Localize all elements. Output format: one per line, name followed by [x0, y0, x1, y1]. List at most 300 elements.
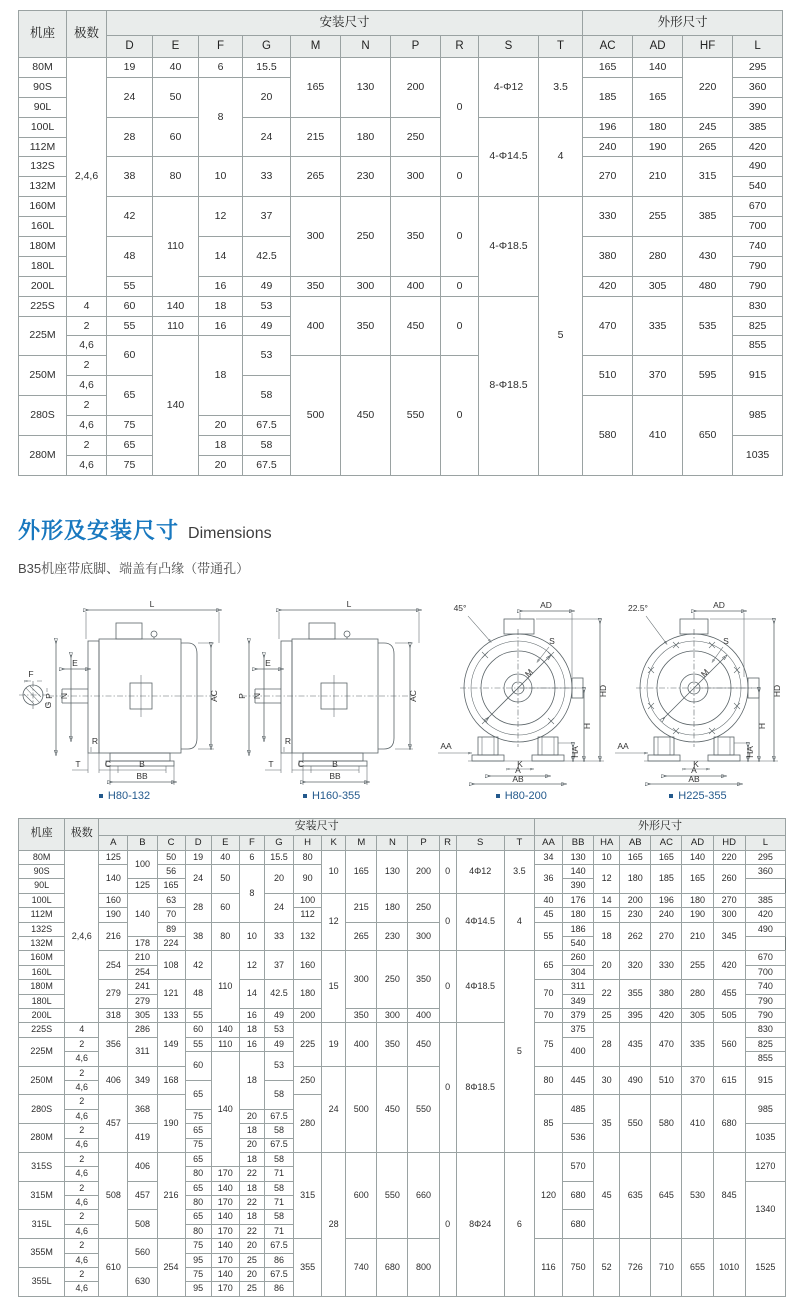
- table-cell: 58: [264, 1080, 293, 1109]
- table-cell: 680: [713, 1095, 745, 1153]
- table-cell: 65: [107, 376, 153, 416]
- table-cell: 33: [264, 922, 293, 951]
- table-cell: 149: [157, 1023, 185, 1066]
- table-cell: 2: [65, 1066, 99, 1080]
- table-cell: 5: [504, 951, 534, 1152]
- table-cell: 75: [107, 455, 153, 475]
- header-cell: 极数: [67, 11, 107, 58]
- table-cell: 70: [157, 908, 185, 922]
- dim-label-BB: BB: [328, 770, 341, 781]
- table-cell: 915: [733, 356, 783, 396]
- header-cell: A: [99, 835, 128, 850]
- table-cell: 125: [128, 879, 157, 893]
- table-cell: 280: [294, 1095, 322, 1153]
- table-cell: 300: [713, 908, 745, 922]
- table-cell: 8: [239, 865, 264, 923]
- header-cell: R: [441, 36, 479, 58]
- table-cell: 55: [107, 276, 153, 296]
- table-cell: 400: [291, 296, 341, 356]
- table-cell: 410: [682, 1095, 713, 1153]
- table-cell: 132M: [19, 177, 67, 197]
- caption-text: H80-132: [107, 789, 151, 802]
- table-cell: 24: [185, 865, 211, 894]
- table-cell: 400: [391, 276, 441, 296]
- dim-label-B: B: [139, 758, 145, 769]
- diagram-side-view-small: [18, 595, 231, 802]
- table-cell: 335: [633, 296, 683, 356]
- table-cell: 90: [294, 865, 322, 894]
- table-cell: 4,6: [67, 376, 107, 396]
- eyebolt: [344, 631, 350, 637]
- table-cell: 140: [153, 296, 199, 316]
- table-cell: 8: [199, 77, 243, 157]
- dim-label-K: K: [517, 758, 524, 769]
- table-cell: 4Φ14.5: [456, 893, 504, 951]
- table-cell: 241: [128, 980, 157, 994]
- table-cell: 680: [563, 1210, 594, 1239]
- header-cell: C: [157, 835, 185, 850]
- dim-label-HD: HD: [598, 684, 609, 697]
- table-cell: 16: [239, 1037, 264, 1051]
- header-cell: P: [408, 835, 439, 850]
- table-cell: 140: [211, 1239, 239, 1253]
- table-cell: 18: [594, 922, 620, 951]
- table-cell: 42.5: [243, 237, 291, 277]
- table-cell: 8-Φ18.5: [479, 296, 539, 475]
- table-cell: 0: [441, 197, 479, 277]
- dim-label-H: H: [582, 722, 593, 729]
- table-cell: 85: [534, 1095, 562, 1153]
- header-cell: AC: [583, 36, 633, 58]
- table-cell: 58: [264, 1210, 293, 1224]
- table-cell: 56: [157, 865, 185, 879]
- table-cell: 160M: [19, 197, 67, 217]
- table-cell: 140: [211, 1210, 239, 1224]
- table-cell: 985: [745, 1095, 785, 1124]
- table-cell: 22: [239, 1224, 264, 1238]
- table-cell: 180: [294, 980, 322, 1009]
- dim-label-L: L: [346, 598, 352, 609]
- header-cell: S: [456, 835, 504, 850]
- table-cell: 15: [322, 951, 346, 1023]
- table-cell: 24: [264, 893, 293, 922]
- table-cell: 4,6: [65, 1080, 99, 1094]
- table-cell: 450: [377, 1066, 408, 1152]
- table-cell: 4,6: [65, 1282, 99, 1296]
- header-cell: 安装尺寸: [107, 11, 583, 36]
- table-cell: 12: [199, 197, 243, 237]
- table-cell: 165: [346, 850, 377, 893]
- table-cell: 305: [633, 276, 683, 296]
- table-cell: 55: [185, 1037, 211, 1051]
- dim-label-A: A: [691, 764, 697, 775]
- table-cell: 225M: [19, 316, 67, 356]
- table-cell: 360: [733, 77, 783, 97]
- dim-label-F: F: [28, 668, 34, 679]
- table-cell: 280M: [19, 435, 67, 475]
- table-cell: 375: [563, 1023, 594, 1037]
- table-cell: 58: [243, 435, 291, 455]
- table-cell: 300: [408, 922, 439, 951]
- table-cell: 4,6: [67, 416, 107, 436]
- table-cell: 35: [594, 1095, 620, 1153]
- table-cell: 165: [682, 865, 713, 894]
- terminal-box: [504, 619, 534, 634]
- table-cell: 855: [745, 1052, 785, 1066]
- table-cell: 680: [563, 1181, 594, 1210]
- table-cell: 225S: [19, 296, 67, 316]
- header-cell: R: [439, 835, 456, 850]
- table-cell: 49: [243, 276, 291, 296]
- dim-label-S: S: [723, 635, 729, 646]
- table-cell: 330: [651, 951, 682, 980]
- table-cell: 595: [683, 356, 733, 396]
- header-cell: 外形尺寸: [583, 11, 783, 36]
- table-cell: 20: [243, 77, 291, 117]
- table-cell: 2,4,6: [67, 58, 107, 297]
- table-cell: 304: [563, 965, 594, 979]
- table-cell: 38: [107, 157, 153, 197]
- table-cell: 86: [264, 1282, 293, 1296]
- table-cell: 178: [128, 937, 157, 951]
- table-cell: 390: [563, 879, 594, 893]
- table-cell: 170: [211, 1224, 239, 1238]
- table-cell: 4-Φ18.5: [479, 197, 539, 296]
- table-cell: 140: [211, 1023, 239, 1037]
- table-cell: 220: [683, 58, 733, 118]
- table-cell: 200: [620, 893, 651, 907]
- table-cell: 112: [294, 908, 322, 922]
- table-cell: 318: [99, 1009, 128, 1023]
- table-cell: 40: [153, 58, 199, 78]
- dim-label-R: R: [91, 735, 99, 746]
- dim-label-C: C: [104, 758, 112, 769]
- table-cell: 6: [239, 850, 264, 864]
- table-cell: 2: [65, 1095, 99, 1109]
- table-cell: 279: [99, 980, 128, 1009]
- table-cell: 140: [633, 58, 683, 78]
- table-cell: 15: [594, 908, 620, 922]
- table-cell: 700: [733, 217, 783, 237]
- table-cell: 14: [199, 237, 243, 277]
- table-cell: 140: [211, 1181, 239, 1195]
- table-cell: 385: [745, 893, 785, 907]
- table-cell: 270: [651, 922, 682, 951]
- table-cell: 315: [294, 1152, 322, 1238]
- section-subtitle: B35机座带底脚、端盖有凸缘（带通孔）: [18, 560, 250, 576]
- caption-text: H160-355: [311, 789, 361, 802]
- table-row: [19, 157, 783, 177]
- table-cell: 25: [594, 1009, 620, 1023]
- dim-label-AD: AD: [540, 599, 553, 610]
- table-cell: 89: [157, 922, 185, 936]
- table-cell: 315M: [19, 1181, 65, 1210]
- table-cell: 180: [682, 893, 713, 907]
- table-cell: 220: [713, 850, 745, 864]
- header-cell: K: [322, 835, 346, 850]
- table-cell: 700: [745, 965, 785, 979]
- table-cell: 300: [341, 276, 391, 296]
- header-cell: N: [341, 36, 391, 58]
- table-cell: 8Φ18.5: [456, 1023, 504, 1153]
- table-cell: 15.5: [243, 58, 291, 78]
- table-cell: 19: [107, 58, 153, 78]
- table-cell: 140: [211, 1052, 239, 1167]
- table-cell: 71: [264, 1167, 293, 1181]
- table-cell: 240: [651, 908, 682, 922]
- table-cell: 60: [185, 1052, 211, 1081]
- table-cell: 410: [633, 396, 683, 476]
- table-cell: 400: [408, 1009, 439, 1023]
- table-cell: 22: [239, 1167, 264, 1181]
- dim-label-angle: 45°: [453, 602, 467, 613]
- table-cell: 0: [441, 356, 479, 475]
- table-cell: 65: [107, 435, 153, 455]
- dim-label-R: R: [284, 735, 291, 746]
- table-cell: 90L: [19, 97, 67, 117]
- table-cell: 200: [391, 58, 441, 118]
- table-cell: 50: [157, 850, 185, 864]
- table-cell: 380: [651, 980, 682, 1009]
- table-cell: 18: [239, 1210, 264, 1224]
- table-cell: 75: [185, 1268, 211, 1282]
- table-cell: 450: [408, 1023, 439, 1066]
- table-cell: 6: [199, 58, 243, 78]
- table-cell: 380: [583, 237, 633, 277]
- section-title-zh: 外形及安装尺寸: [18, 517, 180, 543]
- table-row: [19, 893, 786, 907]
- table-cell: 110: [153, 197, 199, 296]
- table-cell: 33: [243, 157, 291, 197]
- table-cell: 406: [99, 1066, 128, 1095]
- table-row: [19, 276, 783, 296]
- table-cell: 80: [185, 1224, 211, 1238]
- dim-label-H: H: [756, 722, 767, 729]
- table-cell: 350: [346, 1009, 377, 1023]
- table-cell: 67.5: [264, 1239, 293, 1253]
- table-cell: 24: [243, 117, 291, 157]
- header-cell: T: [539, 36, 583, 58]
- table-cell: 457: [99, 1095, 128, 1153]
- header-cell: L: [733, 36, 783, 58]
- diagram-front-view-small: [432, 591, 610, 802]
- table-cell: 100: [294, 893, 322, 907]
- table-cell: 110: [211, 1037, 239, 1051]
- table-cell: 650: [683, 396, 733, 476]
- table-cell: 508: [128, 1210, 157, 1239]
- table-cell: 60: [153, 117, 199, 157]
- table-cell: 350: [341, 296, 391, 356]
- table-cell: 16: [199, 316, 243, 336]
- table-cell: 490: [745, 922, 785, 936]
- header-cell: S: [479, 36, 539, 58]
- table-cell: 58: [243, 376, 291, 416]
- table-cell: 180: [341, 117, 391, 157]
- table-cell: 750: [563, 1239, 594, 1297]
- table-cell: 196: [651, 893, 682, 907]
- header-cell: 极数: [65, 818, 99, 850]
- table-cell: 419: [128, 1124, 157, 1153]
- table-cell: 265: [291, 157, 341, 197]
- table-cell: 580: [651, 1095, 682, 1153]
- left-foot: [654, 737, 674, 755]
- table-cell: 280M: [19, 1124, 65, 1153]
- table-cell: 55: [534, 922, 562, 951]
- table-cell: 190: [157, 1095, 185, 1153]
- table-cell: 230: [620, 908, 651, 922]
- table-cell: 80: [153, 157, 199, 197]
- table-cell: 19: [185, 850, 211, 864]
- table-cell: 71: [264, 1224, 293, 1238]
- table-cell: 53: [264, 1052, 293, 1081]
- caption-text: H80-200: [504, 789, 547, 802]
- table-cell: 40: [534, 893, 562, 907]
- table-cell: 140: [128, 893, 157, 936]
- header-cell: M: [346, 835, 377, 850]
- table-cell: 254: [157, 1239, 185, 1297]
- table-cell: 34: [534, 850, 562, 864]
- table-cell: 45: [594, 1152, 620, 1238]
- table-cell: 10: [594, 850, 620, 864]
- table-cell: 10: [199, 157, 243, 197]
- header-cell: E: [211, 835, 239, 850]
- table-cell: 1035: [745, 1124, 785, 1153]
- table-cell: 120: [534, 1152, 562, 1238]
- motor-side-view-drawing: [233, 595, 431, 787]
- table-cell: 168: [157, 1066, 185, 1095]
- table-cell: 280S: [19, 396, 67, 436]
- table-cell: 80: [534, 1066, 562, 1095]
- dim-label-S: S: [549, 635, 556, 646]
- table-cell: 825: [745, 1037, 785, 1051]
- table-cell: 80: [294, 850, 322, 864]
- table-cell: 4,6: [65, 1167, 99, 1181]
- table-cell: 335: [682, 1023, 713, 1066]
- table-cell: 645: [651, 1152, 682, 1238]
- table-cell: 615: [713, 1066, 745, 1095]
- table-cell: 2: [67, 435, 107, 455]
- dim-label-AA: AA: [440, 740, 452, 751]
- table-cell: 726: [620, 1239, 651, 1297]
- table-cell: 385: [683, 197, 733, 237]
- table-cell: 80M: [19, 850, 65, 864]
- table-cell: 2: [65, 1268, 99, 1282]
- table-cell: 210: [682, 922, 713, 951]
- table-cell: 165: [291, 58, 341, 118]
- table-cell: 65: [185, 1080, 211, 1109]
- table-cell: 630: [128, 1268, 157, 1297]
- table-cell: 0: [439, 893, 456, 951]
- table-cell: 560: [713, 1023, 745, 1066]
- table-cell: 190: [682, 908, 713, 922]
- table-cell: 130: [377, 850, 408, 893]
- dim-label-C: C: [297, 758, 304, 769]
- table-cell: 20: [199, 416, 243, 436]
- table-cell: 176: [563, 893, 594, 907]
- table-cell: 400: [563, 1037, 594, 1066]
- table-cell: 60: [211, 893, 239, 922]
- table-cell: 470: [583, 296, 633, 356]
- table-cell: 190: [633, 137, 683, 157]
- table-cell: 116: [534, 1239, 562, 1297]
- table-cell: 200L: [19, 1009, 65, 1023]
- header-cell: D: [185, 835, 211, 850]
- table-cell: 28: [107, 117, 153, 157]
- table-cell: 22: [239, 1196, 264, 1210]
- table-cell: 710: [651, 1239, 682, 1297]
- table-cell: 490: [620, 1066, 651, 1095]
- table-cell: 38: [185, 922, 211, 951]
- table-cell: 210: [633, 157, 683, 197]
- table-cell: 240: [583, 137, 633, 157]
- table-cell: 315S: [19, 1152, 65, 1181]
- header-cell: HA: [594, 835, 620, 850]
- table-cell: 0: [439, 951, 456, 1023]
- table-cell: 390: [733, 97, 783, 117]
- table-cell: 1270: [745, 1152, 785, 1181]
- table-cell: 45: [534, 908, 562, 922]
- table-cell: 670: [745, 951, 785, 965]
- table-cell: 530: [682, 1152, 713, 1238]
- table-cell: 180L: [19, 256, 67, 276]
- table-cell: 200: [294, 1009, 322, 1023]
- table-cell: 132M: [19, 937, 65, 951]
- bottom-dimension-table: [18, 818, 786, 1297]
- table-cell: 180: [620, 865, 651, 894]
- dim-label-B: B: [331, 758, 338, 769]
- table-cell: 4,6: [65, 1052, 99, 1066]
- table-cell: 18: [239, 1124, 264, 1138]
- table-cell: 490: [733, 157, 783, 177]
- table-cell: 186: [563, 922, 594, 936]
- table-cell: 67.5: [264, 1109, 293, 1123]
- dim-label-N: N: [59, 692, 69, 699]
- motor-front-view-drawing: [432, 591, 610, 787]
- table-cell: 67.5: [264, 1138, 293, 1152]
- header-cell: G: [243, 36, 291, 58]
- table-cell: 262: [620, 922, 651, 951]
- table-row: [19, 117, 783, 137]
- table-cell: 20: [264, 865, 293, 894]
- table-cell: 406: [128, 1152, 157, 1181]
- table-cell: 140: [682, 850, 713, 864]
- table-cell: 52: [594, 1239, 620, 1297]
- table-cell: 560: [128, 1239, 157, 1268]
- table-cell: 254: [99, 951, 128, 980]
- table-cell: 550: [620, 1095, 651, 1153]
- table-cell: 540: [563, 937, 594, 951]
- r-ticks: [91, 747, 99, 752]
- table-cell: 2: [65, 1181, 99, 1195]
- header-cell: N: [377, 835, 408, 850]
- table-cell: 300: [391, 157, 441, 197]
- table-cell: 196: [583, 117, 633, 137]
- table-cell: 385: [733, 117, 783, 137]
- table-cell: 95: [185, 1282, 211, 1296]
- table-cell: 53: [264, 1023, 293, 1037]
- table-cell: 830: [745, 1023, 785, 1037]
- table-cell: 20: [239, 1138, 264, 1152]
- table-cell: 280: [682, 980, 713, 1009]
- table-cell: 121: [157, 980, 185, 1009]
- header-cell: 机座: [19, 11, 67, 58]
- table-cell: 250M: [19, 1066, 65, 1095]
- table-row: [19, 1239, 786, 1253]
- table-cell: 130: [341, 58, 391, 118]
- table-cell: 4,6: [65, 1253, 99, 1267]
- table-cell: 132: [294, 922, 322, 951]
- terminal-box: [309, 623, 335, 639]
